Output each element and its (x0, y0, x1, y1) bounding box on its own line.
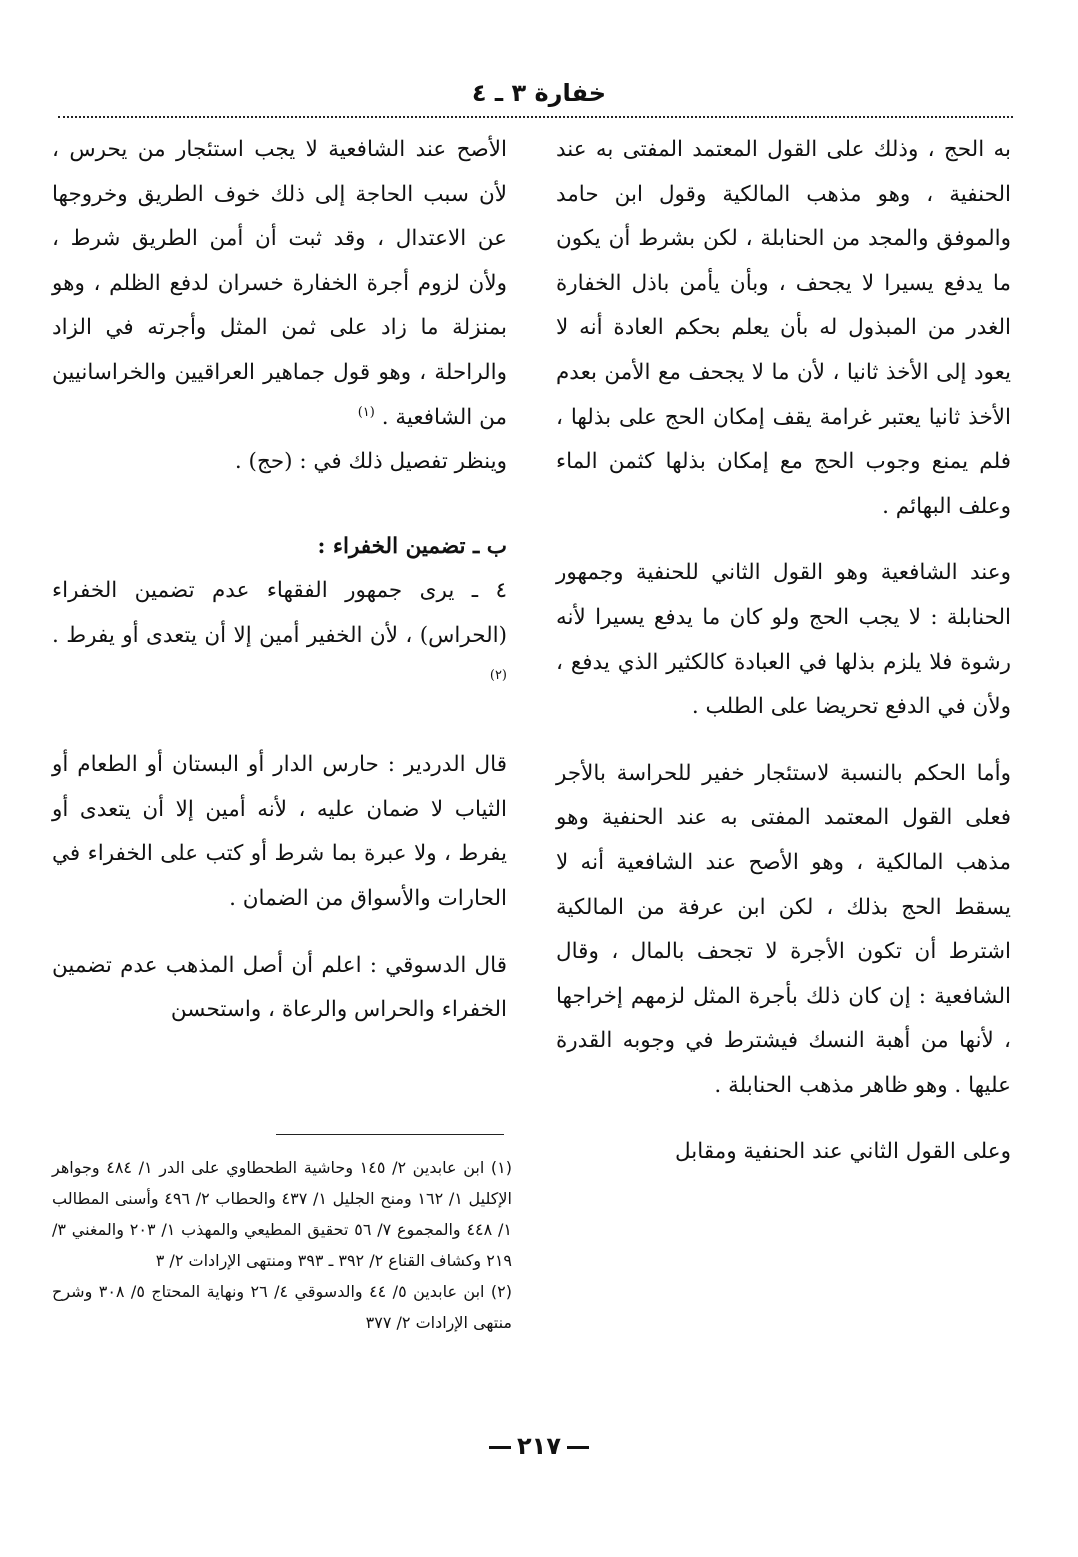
section-heading: ب ـ تضمين الخفراء : (317, 533, 507, 559)
left-paragraph-1-end: وينظر تفصيل ذلك في : (حج) . (234, 449, 507, 475)
page-number-dash-right (567, 1446, 589, 1449)
right-column (556, 128, 1011, 1175)
left-paragraph-1 (52, 128, 507, 440)
footnote-ref-2: (٢) (489, 667, 507, 683)
footnote-ref-1: (١) (357, 404, 375, 420)
right-paragraph-2: وعند الشافعية وهو القول الثاني للحنفية وجمهور الحنابلة : لا يجب الحج ولو كان ما يدفع يسيرا لأنه رشوة فلا يلزم بذلها في العبادة كالكثير الذي يدفع ، ولأن في الدفع تحريضا على الطلب . (556, 560, 1011, 720)
page-number (0, 1432, 1078, 1460)
left-paragraph-1-text: الأصح عند الشافعية لا يجب استئجار من يحرس ، لأن سبب الحاجة إلى ذلك خوف الطريق وخروجها عن الاعتدال ، وقد ثبت أن أمن الطريق شرط ، ولأن لزوم أجرة الخفارة خسران لدفع الظلم ، وهو بمنزلة ما زاد على ثمن المثل وأجرته في الزاد والراحلة ، وهو قول جماهير العراقيين والخراسانيين من الشافعية . (52, 137, 507, 430)
running-header: خفارة ٣ ـ ٤ (471, 79, 607, 107)
footnote-separator (276, 1134, 504, 1135)
footnote-1: (١) ابن عابدين ٢/ ١٤٥ وحاشية الطحطاوي على الدر ١/ ٤٨٤ وجواهر الإكليل ١/ ١٦٢ ومنح الجليل ١/ ٤٣٧ والحطاب ٢/ ٤٩٦ وأسنى المطالب ١/ ٤٤٨ والمجموع ٧/ ٥٦ تحقيق المطيعي والمهذب ١/ ٢٠٣ والمغني ٣/ ٢١٩ وكشاف القناع ٢/ ٣٩٢ ـ ٣٩٣ ومنتهى الإرادات ٢/ ٣ (52, 1158, 513, 1270)
left-paragraph-4: قال الدسوقي : اعلم أن أصل المذهب عدم تضمين الخفراء والحراس والرعاة ، واستحسن (52, 952, 507, 1023)
footnote-2: (٢) ابن عابدين ٥/ ٤٤ والدسوقي ٤/ ٢٦ ونهاية المحتاج ٥/ ٣٠٨ وشرح منتهى الإرادات ٢/ ٣٧٧ (52, 1282, 512, 1332)
left-column (52, 128, 507, 1033)
right-paragraph-1: به الحج ، وذلك على القول المعتمد المفتى به عند الحنفية ، وهو مذهب المالكية وقول ابن حامد والموفق والمجد من الحنابلة ، لكن بشرط أن يكون ما يدفع يسيرا لا يجحف ، وبأن يأمن باذل الخفارة الغدر من المبذول له بأن يعلم بحكم العادة أنه لا يعود إلى الأخذ ثانيا ، لأن ما لا يجحف مع الأمن بعدم الأخذ ثانيا يعتبر غرامة يقف إمكان الحج على بذلها ، فلم يمنع وجوب الحج مع إمكان بذلها كثمن الماء وعلف البهائم . (556, 137, 1011, 519)
left-paragraph-2-text: ٤ ـ يرى جمهور الفقهاء عدم تضمين الخفراء (الحراس) ، لأن الخفير أمين إلا أن يتعدى أو يفرط . (52, 578, 507, 648)
page-number-dash-left (489, 1446, 511, 1449)
page-number-text: ٢١٧ (517, 1432, 561, 1460)
footnotes (52, 1152, 512, 1338)
right-paragraph-4: وعلى القول الثاني عند الحنفية ومقابل (675, 1139, 1011, 1165)
left-paragraph-3: قال الدردير : حارس الدار أو البستان أو الطعام أو الثياب لا ضمان عليه ، لأنه أمين إلا أن يتعدى أو يفرط ، ولا عبرة بما شرط أو كتب على الخفراء في الحارات والأسواق من الضمان . (52, 752, 507, 911)
header-dotted-rule (58, 116, 1013, 118)
right-paragraph-3: وأما الحكم بالنسبة لاستئجار خفير للحراسة بالأجر فعلى القول المعتمد المفتى به عند الحنفية وهو مذهب المالكية ، وهو الأصح عند الشافعية أنه لا يسقط الحج بذلك ، لكن ابن عرفة من المالكية اشترط أن تكون الأجرة لا تجحف بالمال ، وقال الشافعية : إن كان ذلك بأجرة المثل لزمهم إخراجها ، لأنها من أهبة النسك فيشترط في وجوبه القدرة عليها . وهو ظاهر مذهب الحنابلة . (556, 760, 1011, 1098)
left-paragraph-2 (52, 569, 507, 703)
